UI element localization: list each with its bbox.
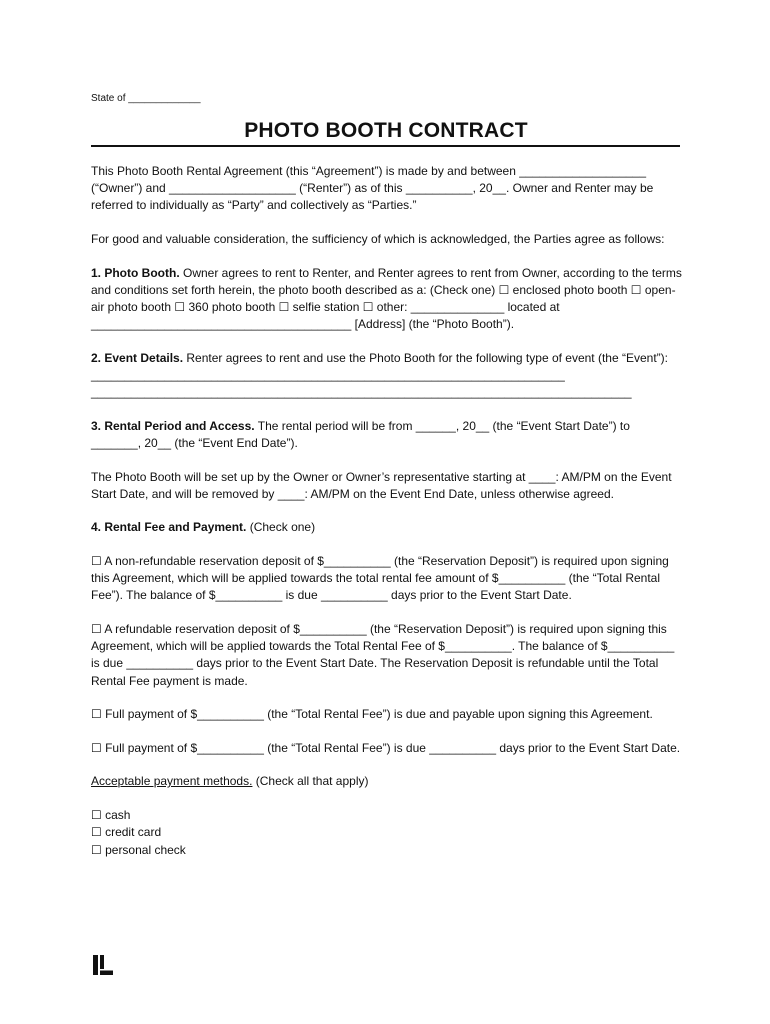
section-heading: 3. Rental Period and Access. — [91, 418, 255, 433]
payment-method-option[interactable]: ☐ credit card — [91, 825, 162, 840]
payment-methods-label: Acceptable payment methods. — [91, 774, 253, 789]
state-line: State of _____________ — [91, 93, 201, 104]
intro-paragraph: This Photo Booth Rental Agreement (this “Agreement”) is made by and between ___________________ (“Owner”) and ___________________ (“Renter”) as of this __________, 20__. Owner and Renter may be referred to individually as “Party” and collectively as “Parties.” — [91, 164, 654, 213]
fee-option[interactable]: ☐ A non-refundable reservation deposit of $__________ (the “Reservation Deposit”) is required upon signing this Agreement, which will be applied towards the total rental fee amount of $__________ (the “Total Rental Fee”). The balance of $__________ is due __________ days prior to the Event Start Date. — [91, 553, 669, 603]
document-body — [91, 163, 683, 859]
title-divider — [91, 145, 680, 147]
section-rental-period — [91, 418, 683, 452]
payment-method-option[interactable]: ☐ cash — [91, 807, 131, 822]
section-event-details — [91, 350, 683, 402]
document-title: PHOTO BOOTH CONTRACT — [244, 119, 528, 142]
section-rental-fee — [91, 519, 683, 536]
section-photo-booth — [91, 265, 683, 334]
section-heading: 4. Rental Fee and Payment. — [91, 520, 247, 535]
section-text: Renter agrees to rent and use the Photo Booth for the following type of event (the “Event”): _______________________________________________________________________ _________________________________________________________________________________ — [91, 350, 668, 400]
section-text: Owner agrees to rent to Renter, and Renter agrees to rent from Owner, according to the terms and conditions set forth herein, the photo booth described as a: (Check one) ☐ enclosed photo booth ☐ open-air photo booth ☐ 360 photo booth ☐ selfie station ☐ other: ______________ located at _______________________________________ [Address] (the “Photo Booth”). — [91, 265, 682, 332]
section-text: (Check one) — [246, 520, 316, 535]
brand-logo-icon — [93, 955, 113, 975]
section-heading: 1. Photo Booth. — [91, 265, 180, 280]
section-text: The rental period will be from ______, 20__ (the “Event Start Date”) to _______, 20__ (the “Event End Date”). — [91, 418, 630, 450]
payment-methods-list — [91, 807, 683, 859]
section-heading: 2. Event Details. — [91, 350, 184, 365]
fee-option[interactable]: ☐ A refundable reservation deposit of $__________ (the “Reservation Deposit”) is required upon signing this Agreement, which will be applied towards the Total Rental Fee of $__________. The balance of $__________ is due __________ days prior to the Event Start Date. The Reservation Deposit is refundable until the Total Rental Fee payment is made. — [91, 621, 675, 688]
document-page — [91, 0, 681, 1024]
setup-paragraph: The Photo Booth will be set up by the Owner or Owner’s representative starting at ____: AM/PM on the Event Start Date, and will be removed by ____: AM/PM on the Event End Date, unless otherwise agreed. — [91, 469, 672, 501]
consideration-paragraph: For good and valuable consideration, the sufficiency of which is acknowledged, the Parties agree as follows: — [91, 232, 665, 246]
fee-option[interactable]: ☐ Full payment of $__________ (the “Total Rental Fee”) is due and payable upon signing this Agreement. — [91, 707, 653, 722]
payment-methods-heading — [91, 773, 683, 790]
fee-option[interactable]: ☐ Full payment of $__________ (the “Total Rental Fee”) is due __________ days prior to the Event Start Date. — [91, 740, 681, 755]
payment-method-option[interactable]: ☐ personal check — [91, 842, 186, 857]
payment-methods-note: (Check all that apply) — [252, 774, 369, 789]
